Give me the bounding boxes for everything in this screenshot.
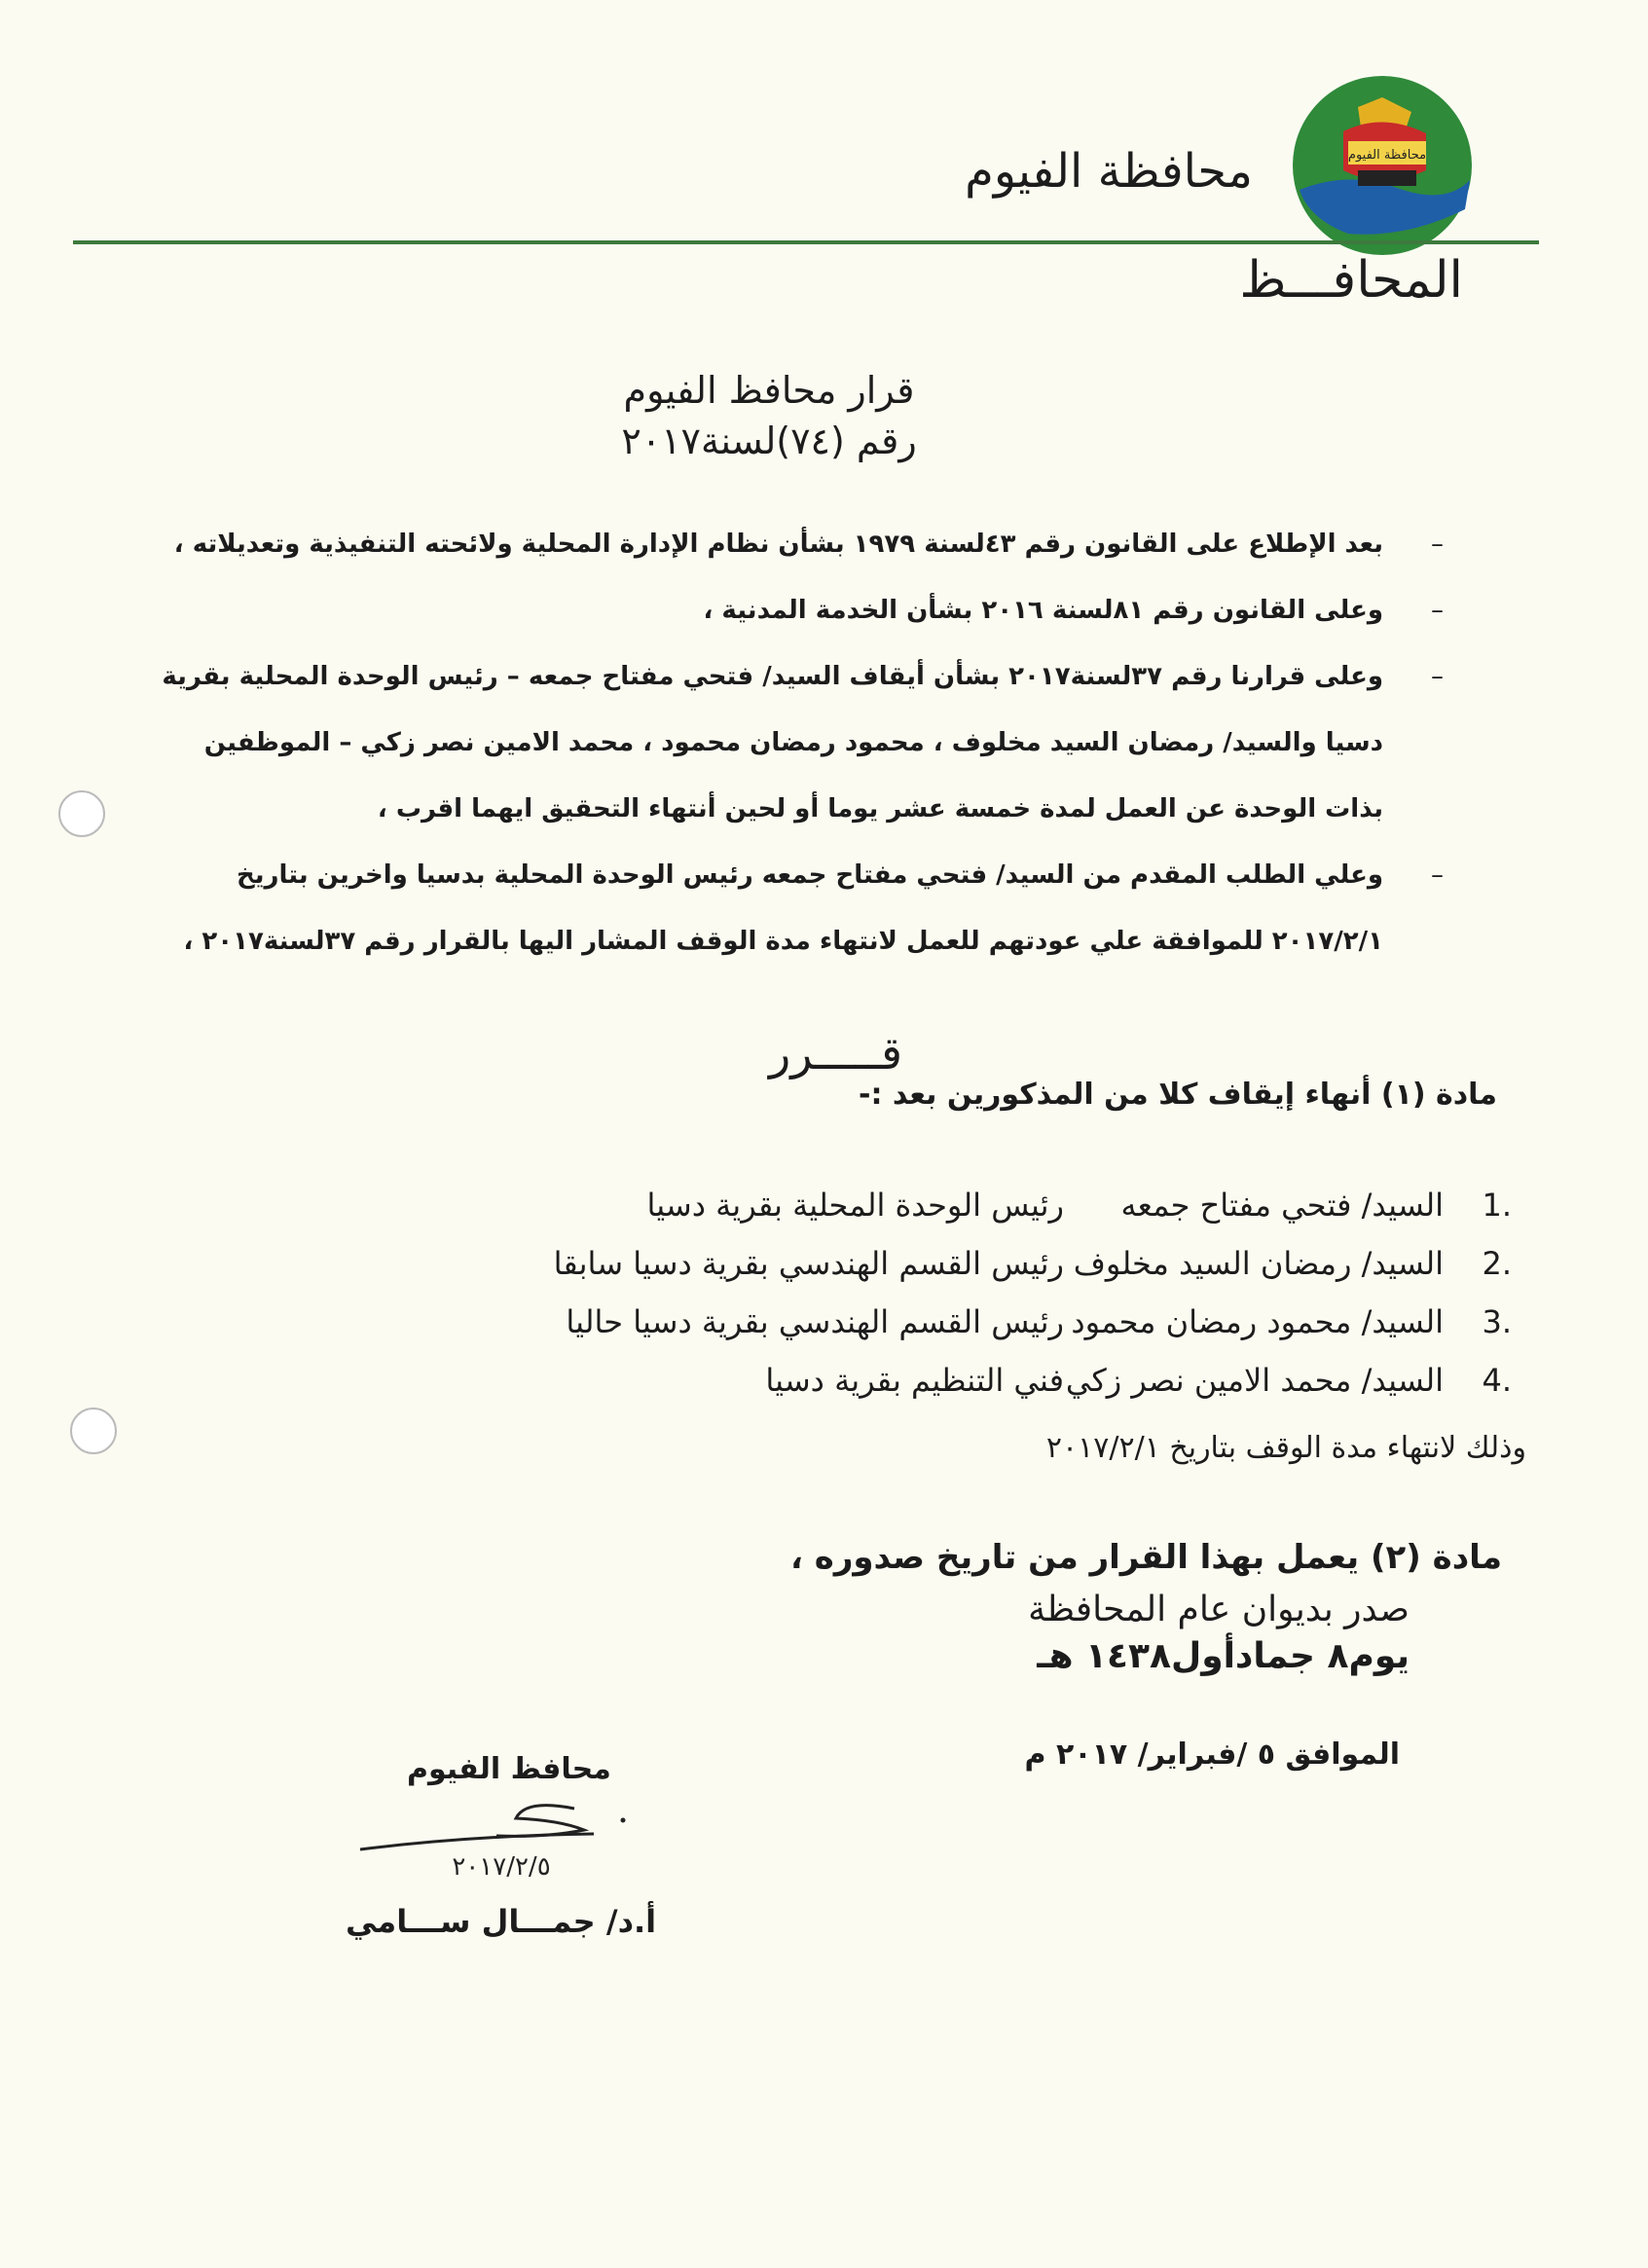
issued-block (1028, 1587, 1410, 1680)
list-item (392, 1176, 1512, 1234)
item-number: 3. (1482, 1303, 1512, 1340)
list-item (392, 1293, 1512, 1351)
person-name: السيد/ فتحي مفتاح جمعه (1120, 1187, 1444, 1224)
article-1: مادة (١) أنهاء إيقاف كلا من المذكورين بعد :- (859, 1078, 1497, 1112)
preamble-item: – وعلي الطلب المقدم من السيد/ فتحي مفتاح جمعه رئيس الوحدة المحلية بدسيا واخرين بتاريخ ٢٠١٧/٢/١ للموافقة علي عودتهم للعمل لانتهاء مدة الوقف المشار اليها بالقرار رقم ٣٧لسنة٢٠١٧ ، (183, 860, 1444, 956)
person-title: فني التنظيم بقرية دسيا (765, 1362, 1064, 1399)
preamble-item: – وعلى القانون رقم ٨١لسنة ٢٠١٦ بشأن الخدمة المدنية ، (703, 596, 1444, 625)
suspension-end-note: وذلك لانتهاء مدة الوقف بتاريخ ٢٠١٧/٢/١ (1045, 1431, 1526, 1465)
handwritten-signature (350, 1789, 633, 1877)
punch-hole (70, 1408, 117, 1454)
hijri-date: يوم٨ جمادأول١٤٣٨ هـ (1037, 1636, 1410, 1676)
issued-at: صدر بديوان عام المحافظة (1028, 1590, 1410, 1629)
preamble (159, 511, 1444, 974)
item-number: 4. (1482, 1362, 1512, 1399)
article-2: مادة (٢) يعمل بهذا القرار من تاريخ صدوره ، (790, 1538, 1502, 1577)
svg-text:٢٠١٧/٢/٥: ٢٠١٧/٢/٥ (452, 1852, 551, 1877)
item-number: 1. (1482, 1187, 1512, 1224)
decision-title: قرار محافظ الفيوم (623, 369, 915, 412)
governorate-name: محافظة الفيوم (965, 144, 1253, 199)
decision-number: رقم (٧٤)لسنة٢٠١٧ (621, 420, 917, 462)
persons-list (392, 1176, 1512, 1409)
person-title: رئيس الوحدة المحلية بقرية دسيا (646, 1187, 1064, 1224)
governorate-logo (1290, 73, 1475, 258)
person-name: السيد/ محمود رمضان محمود (1071, 1303, 1444, 1340)
preamble-item: – وعلى قرارنا رقم ٣٧لسنة٢٠١٧ بشأن أيقاف السيد/ فتحي مفتاح جمعه – رئيس الوحدة المحلية بقرية دسيا والسيد/ رمضان السيد مخلوف ، محمود رمضان محمود ، محمد الامين نصر زكي – الموظفين بذات الوحدة عن العمل لمدة خمسة عشر يوما أو لحين أنتهاء التحقيق ايهما اقرب ، (162, 662, 1444, 823)
person-name: السيد/ رمضان السيد مخلوف (1073, 1245, 1444, 1282)
header-divider (73, 240, 1539, 244)
decision-heading (545, 365, 993, 466)
list-item (392, 1234, 1512, 1293)
gregorian-date: الموافق ٥ /فبراير/ ٢٠١٧ م (1024, 1738, 1400, 1772)
signatory-name: أ.د/ جمـــال ســـامي (346, 1903, 657, 1940)
svg-text:محافظة الفيوم: محافظة الفيوم (1347, 148, 1427, 163)
decided-heading: قـــــرر (769, 1027, 902, 1079)
preamble-item: – بعد الإطلاع على القانون رقم ٤٣لسنة ١٩٧٩ بشأن نظام الإدارة المحلية ولائحته التنفيذية وتعديلاته ، (173, 530, 1444, 559)
list-item (392, 1351, 1512, 1409)
person-name: السيد/ محمد الامين نصر زكي (1065, 1362, 1444, 1399)
item-number: 2. (1482, 1245, 1512, 1282)
person-title: رئيس القسم الهندسي بقرية دسيا سابقا (553, 1245, 1064, 1282)
person-title: رئيس القسم الهندسي بقرية دسيا حاليا (566, 1303, 1064, 1340)
signatory-title: محافظ الفيوم (407, 1752, 611, 1786)
office-title: المحافـــظ (1239, 251, 1463, 310)
punch-hole (58, 790, 105, 837)
